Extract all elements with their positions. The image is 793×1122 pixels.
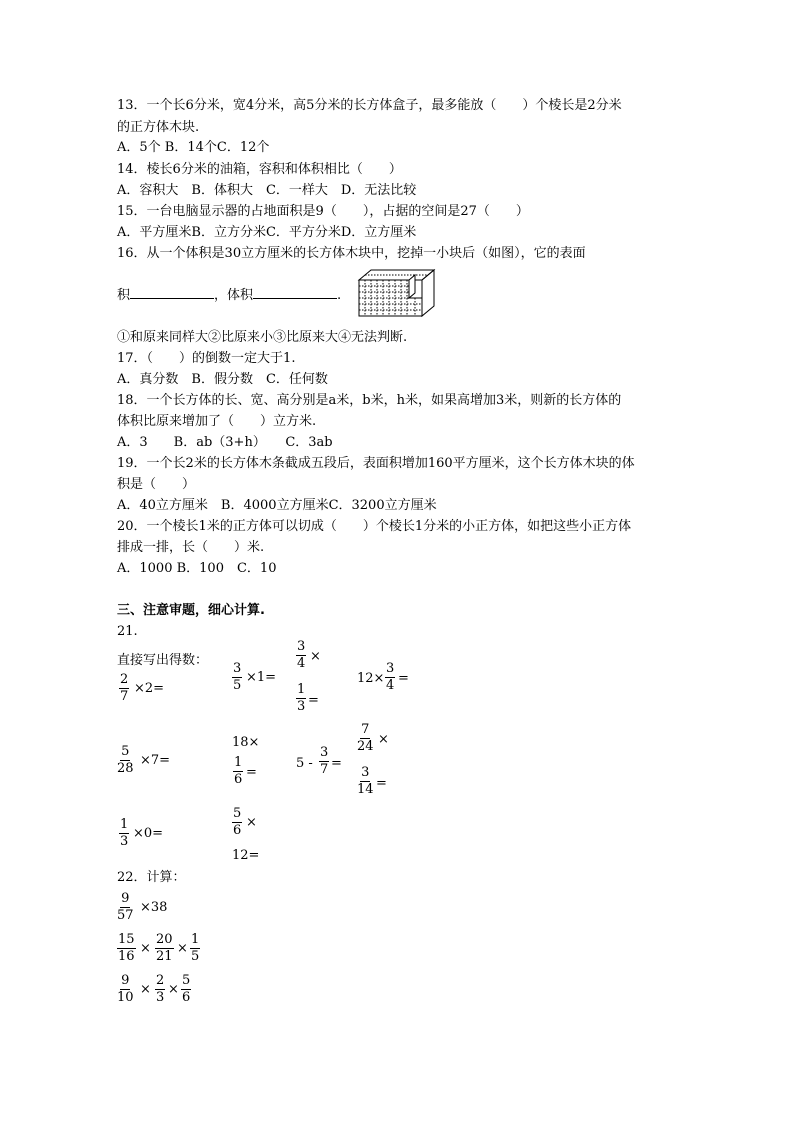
q16-area-blank[interactable] xyxy=(130,286,214,299)
e6-head: 18× xyxy=(232,735,260,750)
q13-options: A．5个 B．14个C．12个 xyxy=(117,140,270,155)
e3-denominator1: 4 xyxy=(297,656,306,671)
e10-fraction xyxy=(232,807,242,838)
q13-line1: 13．一个长6分米，宽4分米，高5分米的长方体盒子，最多能放（ ）个棱长是2分米 xyxy=(117,98,622,113)
q22c-times1: × xyxy=(140,982,151,997)
e1-tail: ×2= xyxy=(134,681,165,696)
q22c-fraction1 xyxy=(117,974,134,1005)
e3-denominator2: 3 xyxy=(297,699,306,714)
q16-fill-line xyxy=(117,286,341,305)
q22c-times2: × xyxy=(168,982,179,997)
q18-line2: 体积比原来增加了（ ）立方米. xyxy=(117,414,317,429)
q22c-numerator3: 5 xyxy=(182,973,191,988)
e10-times: × xyxy=(246,815,257,830)
e8-numerator2: 3 xyxy=(361,765,370,780)
q16-line1: 16．从一个体积是30立方厘米的长方体木块中，挖掉一小块后（如图），它的表面 xyxy=(117,246,586,261)
q19-line2: 积是（ ） xyxy=(117,477,196,492)
q22b-numerator3: 1 xyxy=(191,932,200,947)
e10-numerator: 5 xyxy=(233,806,242,821)
q22c-denominator3: 6 xyxy=(182,990,191,1005)
e9-fraction xyxy=(119,818,129,849)
e5-numerator: 5 xyxy=(121,744,130,759)
e7-head: 5 - xyxy=(296,756,313,771)
section3-title: 三、注意审题，细心计算. xyxy=(117,603,265,618)
e7-denominator: 7 xyxy=(320,762,329,777)
e7-equals: = xyxy=(331,756,342,771)
e3-numerator1: 3 xyxy=(297,639,306,654)
q22b-times1: × xyxy=(140,941,151,956)
q19-line1: 19．一个长2米的长方体木条截成五段后，表面积增加160平方厘米，这个长方体木块的体 xyxy=(117,456,635,471)
q22c-numerator1: 9 xyxy=(121,973,130,988)
e8-fraction1 xyxy=(357,723,374,754)
q14-question: 14．棱长6分米的油箱，容积和体积相比（ ） xyxy=(117,162,402,177)
e1-numerator: 2 xyxy=(120,672,129,687)
q22a-fraction xyxy=(117,892,134,923)
q22a-tail: ×38 xyxy=(140,900,168,915)
q22b-fraction1 xyxy=(117,933,136,964)
q16-area-label: 积 xyxy=(117,288,131,303)
q22b-denominator3: 5 xyxy=(191,949,200,964)
e8-times: × xyxy=(378,732,389,747)
q16-end: . xyxy=(337,288,342,303)
e3-times: × xyxy=(310,649,321,664)
e5-tail: ×7= xyxy=(140,753,171,768)
q22b-times2: × xyxy=(177,941,188,956)
q14-options: A．容积大 B．体积大 C．一样大 D．无法比较 xyxy=(117,183,417,198)
q15-question: 15．一台电脑显示器的占地面积是9（ ），占据的空间是27（ ） xyxy=(117,204,529,219)
q17-question: 17．（ ）的倒数一定大于1. xyxy=(117,351,296,366)
e8-equals: = xyxy=(376,776,387,791)
e6-fraction xyxy=(233,756,243,787)
e2-denominator: 5 xyxy=(233,678,242,693)
q22b-denominator1: 16 xyxy=(118,949,135,964)
q22c-denominator1: 10 xyxy=(117,990,134,1005)
q21-number: 21. xyxy=(117,624,138,639)
e6-denominator: 6 xyxy=(234,772,243,787)
e5-fraction xyxy=(117,745,134,776)
q22c-fraction3 xyxy=(181,974,191,1005)
e1-fraction xyxy=(119,673,129,704)
e2-fraction xyxy=(232,662,242,693)
q22a-numerator: 9 xyxy=(121,891,130,906)
e3-fraction1 xyxy=(296,640,306,671)
e3-fraction2 xyxy=(296,683,306,714)
e7-numerator: 3 xyxy=(320,745,329,760)
e6-equals: = xyxy=(246,765,257,780)
q22-title: 22．计算： xyxy=(117,870,186,885)
e4-head: 12× xyxy=(357,671,385,686)
e9-denominator: 3 xyxy=(120,834,129,849)
q13-line2: 的正方体木块. xyxy=(117,120,200,135)
q18-line1: 18．一个长方体的长、宽、高分别是a米，b米，h米，如果高增加3米，则新的长方体的 xyxy=(117,393,622,408)
e10-tail: 12= xyxy=(232,848,260,863)
e5-denominator: 28 xyxy=(117,761,134,776)
q18-options: A．3 B．ab（3+h） C．3ab xyxy=(117,435,333,450)
q22c-numerator2: 2 xyxy=(156,973,165,988)
q21-intro: 直接写出得数： xyxy=(117,653,209,668)
e2-numerator: 3 xyxy=(233,661,242,676)
e4-equals: = xyxy=(398,671,409,686)
e4-numerator: 3 xyxy=(386,661,395,676)
q22b-fraction3 xyxy=(190,933,200,964)
q20-line2: 排成一排，长（ ）米. xyxy=(117,540,265,555)
q22c-fraction2 xyxy=(155,974,165,1005)
e1-denominator: 7 xyxy=(120,689,129,704)
e4-denominator: 4 xyxy=(386,678,395,693)
q16-volume-label: ，体积 xyxy=(214,288,254,303)
e10-denominator: 6 xyxy=(233,823,242,838)
q19-options: A．40立方厘米 B．4000立方厘米C．3200立方厘米 xyxy=(117,498,437,513)
q15-options: A．平方厘米B．立方分米C．平方分米D．立方厘米 xyxy=(117,225,417,240)
q16-volume-blank[interactable] xyxy=(253,286,337,299)
q20-options: A．1000 B．100 C．10 xyxy=(117,561,277,576)
q20-line1: 20．一个棱长1米的正方体可以切成（ ）个棱长1分米的小正方体，如把这些小正方体 xyxy=(117,519,632,534)
e4-fraction xyxy=(385,662,395,693)
q22b-numerator2: 20 xyxy=(156,932,173,947)
e3-numerator2: 1 xyxy=(297,682,306,697)
e7-fraction xyxy=(319,746,329,777)
e3-equals: = xyxy=(308,693,319,708)
e8-fraction2 xyxy=(357,766,374,797)
e8-denominator2: 14 xyxy=(357,782,374,797)
q22c-denominator2: 3 xyxy=(156,990,165,1005)
e6-numerator: 1 xyxy=(234,755,243,770)
e8-denominator1: 24 xyxy=(357,739,374,754)
cuboid-figure xyxy=(357,268,437,318)
q22a-denominator: 57 xyxy=(117,908,134,923)
q22b-numerator1: 15 xyxy=(118,932,135,947)
e9-numerator: 1 xyxy=(120,817,129,832)
e8-numerator1: 7 xyxy=(361,722,370,737)
q16-options: ①和原来同样大②比原来小③比原来大④无法判断. xyxy=(117,330,408,345)
q22b-fraction2 xyxy=(155,933,174,964)
e2-tail: ×1= xyxy=(246,670,277,685)
q22b-denominator2: 21 xyxy=(156,949,173,964)
e9-tail: ×0= xyxy=(133,826,164,841)
q17-options: A．真分数 B．假分数 C．任何数 xyxy=(117,372,328,387)
